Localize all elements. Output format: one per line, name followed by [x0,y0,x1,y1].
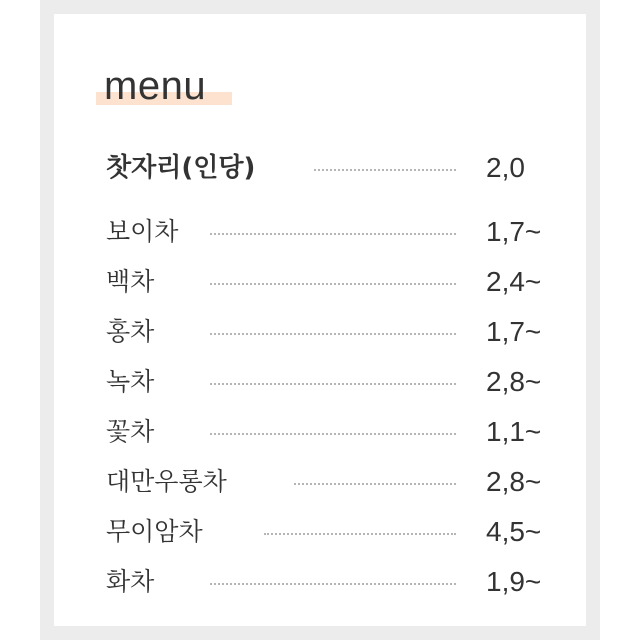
menu-item-name: 꽃차 [106,417,155,446]
menu-item-price: 2,0 [486,152,525,183]
menu-item [106,414,546,450]
leader-dots [210,283,456,285]
leader-dots [210,383,456,385]
menu-item-price: 2,8~ [486,466,542,497]
menu-item-name: 보이차 [106,217,179,246]
menu-item [106,264,546,300]
menu-item-price: 1,7~ [486,316,542,347]
menu-item [106,364,546,400]
menu-item-name: 화차 [106,567,155,596]
menu-item-name: 홍차 [106,317,155,346]
menu-item-name: 무이암차 [106,517,203,546]
leader-dots [314,169,456,171]
leader-dots [210,433,456,435]
menu-item [106,464,546,500]
menu-item-name: 대만우롱차 [106,467,227,496]
menu-item-name: 녹차 [106,367,155,396]
menu-item [106,214,546,250]
menu-heading [96,62,206,112]
menu-item-featured [106,150,546,186]
leader-dots [210,233,456,235]
menu-title: menu [104,64,207,108]
menu-item-name: 찻자리(인당) [106,153,256,183]
menu-item-price: 2,4~ [486,266,542,297]
menu-item [106,314,546,350]
menu-item-price: 1,9~ [486,566,542,597]
leader-dots [210,583,456,585]
menu-item [106,514,546,550]
menu-item-price: 1,1~ [486,416,542,447]
menu-item [106,564,546,600]
menu-item-name: 백차 [106,267,155,296]
menu-item-price: 2,8~ [486,366,542,397]
menu-item-price: 1,7~ [486,216,542,247]
leader-dots [294,483,456,485]
leader-dots [264,533,456,535]
menu-item-price: 4,5~ [486,516,542,547]
leader-dots [210,333,456,335]
